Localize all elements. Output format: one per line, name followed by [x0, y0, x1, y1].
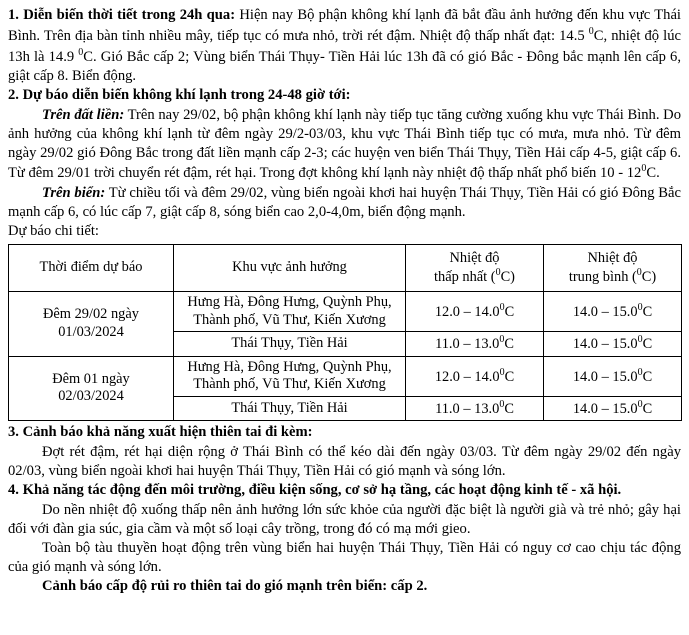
section-1-body-part1: Hiện nay Bộ phận không khí lạnh đã bắt đầu ảnh hưởng đến khu vực Thái Bình. Trên địa bàn tỉnh nhiều mây, tiếp tục có mưa nhỏ, trời rét đậm. Nhiệt độ thấp nhất đạt: 14.5: [8, 7, 681, 44]
row-2-time: [9, 356, 174, 420]
table-header-row: [9, 245, 682, 292]
section-1-sup-1: 0: [588, 25, 594, 37]
row-1-time-line2: 01/03/2024: [58, 323, 124, 340]
section-2-sea-label: Trên biển:: [42, 184, 106, 201]
section-1-body-part2: C, nhiệt độ lúc 13h là 14.9: [8, 27, 681, 65]
section-3-heading: 3. Cảnh báo khả năng xuất hiện thiên tai đi kèm:: [8, 424, 313, 441]
risk-level-warning: Cảnh báo cấp độ rủi ro thiên tai do gió mạnh trên biển: cấp 2.: [42, 578, 428, 595]
row-2-time-line2: 02/03/2024: [58, 388, 124, 405]
row-1a-area: [174, 292, 406, 332]
row-1-time-line1: Đêm 29/02 ngày: [43, 306, 139, 323]
row-1a-area-line2: Thành phố, Vũ Thư, Kiến Xương: [193, 311, 386, 328]
section-2-sea-paragraph: [8, 184, 681, 222]
row-2a-area: [174, 356, 406, 396]
row-2b-avg: 14.0 – 15.0$^0$C: [544, 396, 682, 420]
header-time: Thời điểm dự báo: [9, 245, 174, 292]
header-min-temp-line1: Nhiệt độ: [449, 249, 500, 266]
header-avg-temp: [544, 245, 682, 292]
section-4-paragraph-1: Do nền nhiệt độ xuống thấp nên ảnh hưởng lớn sức khỏe của người đặc biệt là người già và trẻ nhỏ; gây hại đối với đàn gia súc, gia cầm và một số loại cây trồng, trong đó có mạ mới gieo.: [8, 501, 681, 537]
row-1-time: [9, 292, 174, 356]
section-3-body: Đợt rét đậm, rét hại diện rộng ở Thái Bình có thể kéo dài đến ngày 03/03. Từ đêm ngày 29/02 đến ngày 02/03, vùng biển ngoài khơi hai huyện Thái Thụy, Tiền Hải có gió mạnh và sóng lớn.: [8, 443, 681, 479]
section-1-sup-2: 0: [78, 46, 84, 58]
row-2b-min: 11.0 – 13.0$^0$C: [406, 396, 544, 420]
row-2a-min: 12.0 – 14.0$^0$C: [406, 356, 544, 396]
row-1a-avg: 14.0 – 15.0$^0$C: [544, 292, 682, 332]
table-row: [9, 292, 682, 332]
row-1a-area-line1: Hưng Hà, Đông Hưng, Quỳnh Phụ,: [187, 294, 392, 311]
row-2-time-line1: Đêm 01 ngày: [52, 370, 130, 387]
section-2-land-label: Trên đất liền:: [42, 106, 125, 123]
section-1-body-part3: C. Gió Bắc cấp 2; Vùng biển Thái Thụy- Tiền Hải lúc 13h đã có gió Bắc - Đông bắc mạnh lên cấp 6, giật cấp 8. Biển động.: [8, 48, 681, 84]
header-min-temp-line2: thấp nhất ($^0$C): [434, 267, 515, 286]
section-1-heading: 1. Diễn biến thời tiết trong 24h qua:: [8, 7, 236, 23]
section-4-heading: 4. Khả năng tác động đến môi trường, điều kiện sống, cơ sở hạ tầng, các hoạt động kinh tế - xã hội.: [8, 482, 622, 499]
section-2-heading: 2. Dự báo diễn biến không khí lạnh trong 24-48 giờ tới:: [8, 87, 351, 104]
row-2a-area-line1: Hưng Hà, Đông Hưng, Quỳnh Phụ,: [187, 358, 392, 375]
header-avg-temp-line1: Nhiệt độ: [587, 249, 638, 266]
section-4-paragraph-2: Toàn bộ tàu thuyền hoạt động trên vùng biển hai huyện Thái Thụy, Tiền Hải có nguy cơ cao chịu tác động của gió mạnh và sóng lớn.: [8, 539, 681, 575]
header-min-temp: [406, 245, 544, 292]
section-2-sea-text: Từ chiều tối và đêm 29/02, vùng biển ngoài khơi hai huyện Thái Thụy, Tiền Hải có gió Đông Bắc mạnh cấp 6, có lúc cấp 7, giật cấp 8, sóng biển cao 2,0-4,0m, biển động mạnh.: [8, 184, 681, 220]
header-area: Khu vực ảnh hưởng: [174, 245, 406, 292]
section-1: [8, 6, 681, 86]
header-avg-temp-sup: 0: [636, 267, 642, 279]
forecast-table: [8, 244, 682, 421]
row-1b-area: Thái Thụy, Tiền Hải: [174, 332, 406, 356]
row-1a-min: 12.0 – 14.0$^0$C: [406, 292, 544, 332]
row-2b-area: Thái Thụy, Tiền Hải: [174, 396, 406, 420]
row-2a-area-line2: Thành phố, Vũ Thư, Kiến Xương: [193, 376, 386, 393]
table-row: [9, 356, 682, 396]
row-2a-avg: 14.0 – 15.0$^0$C: [544, 356, 682, 396]
header-avg-temp-line2: trung bình ($^0$C): [568, 267, 657, 286]
row-1b-min: 11.0 – 13.0$^0$C: [406, 332, 544, 356]
row-1b-avg: 14.0 – 15.0$^0$C: [544, 332, 682, 356]
section-2-land-text: Trên nay 29/02, bộ phận không khí lạnh này tiếp tục tăng cường xuống khu vực Thái Bình. Do ảnh hưởng của không khí lạnh từ đêm ngày 29/2-03/03, khu vực Thái Bình tiếp tục có mưa, mưa nhỏ. Từ đêm ngày 29/02 gió Đông Bắc trong đất liền mạnh cấp 2-3; các huyện ven biển Thái Thụy, Tiền Hải cấp 4-5, giật cấp 6. Từ đêm 29/01 trời chuyển rét đậm, rét hại. Trong đợt không khí lạnh này nhiệt độ thấp nhất phổ biến 10 - 12: [8, 106, 682, 182]
header-min-temp-sup: 0: [495, 267, 501, 279]
table-caption: Dự báo chi tiết:: [8, 223, 99, 240]
section-2-land-sup: 0: [641, 163, 647, 175]
section-2-land-paragraph: [8, 106, 681, 184]
section-2-land-tail: C.: [646, 165, 660, 182]
